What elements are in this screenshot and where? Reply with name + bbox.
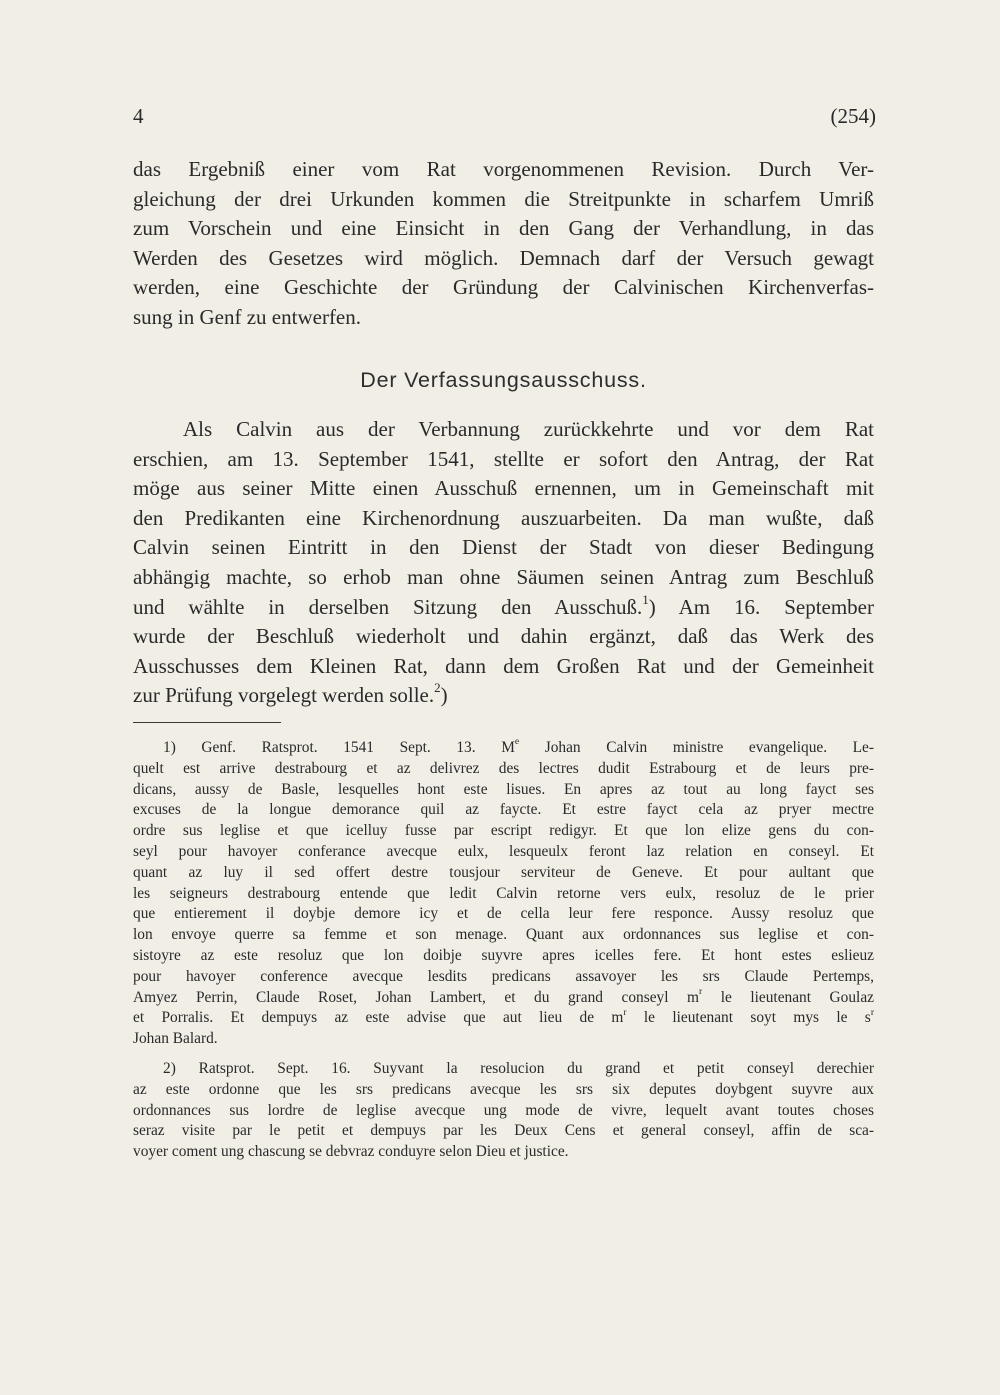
text-line: sistoyre az este resoluz que lon doibje suyvre apres icelles fere. Et hont estes eslieuz [133,946,874,964]
text-line [133,1008,874,1029]
text-line: Werden des Gesetzes wird möglich. Demnach darf der Versuch gewagt [133,245,874,270]
text-segment: Amyez Perrin, Claude Roset, Johan Lambert, et du grand conseyl m [133,988,700,1006]
text-line: möge aus seiner Mitte einen Ausschuß ernennen, um in Gemeinschaft mit [133,476,874,501]
text-line: az este ordonne que les srs predicans avecque les srs six deputes doybgent suyvre aux [133,1080,874,1098]
footnote-ref-close: ) [648,594,656,619]
text-segment: und wählte in derselben Sitzung den Ausschuß. [133,594,643,619]
text-segment: 1) Genf. Ratsprot. 1541 Sept. 13. M [163,739,515,756]
text-line [133,988,874,1009]
footnote-1 [133,738,874,1050]
superscript: r [699,987,703,998]
text-line: excuses de la longue demorance quil az faycte. Et estre fayct cela az pryer mectre [133,801,874,819]
text-line [133,1059,874,1080]
text-line: seraz visite par le petit et dempuys par les Deux Cens et general conseyl, affin de sca- [133,1122,874,1140]
text-line: werden, eine Geschichte der Gründung der Calvinischen Kirchenverfas- [133,275,874,300]
text-line: sung in Genf zu entwerfen. [133,304,362,329]
text-line: ordonnances sus lordre de leglise avecque ung mode de vivre, lequelt avant toutes choses [133,1101,874,1119]
text-line: Johan Balard. [133,1030,218,1048]
text-line [133,681,874,711]
section-heading: Der Verfassungsausschuss. [360,368,647,392]
text-segment: Am 16. September [678,594,874,619]
footnote-2 [133,1059,874,1163]
text-segment: le lieutenant soyt mys le s [626,1009,871,1027]
page-header [133,104,876,134]
text-line: wurde der Beschluß wiederholt und dahin ergänzt, daß das Werk des [133,624,874,649]
text-segment: Johan Calvin ministre evangelique. Le- [519,739,874,756]
text-line: Calvin seinen Eintritt in den Dienst der Stadt von dieser Bedingung [133,535,874,560]
text-line [133,738,874,759]
text-segment: zur Prüfung vorgelegt werden solle. [133,683,435,708]
text-line: que entierement il doybje demore icy et de cella leur fere responce. Aussy resoluz que [133,905,874,923]
section-number: (254) [830,104,876,128]
text-line: lon envoye querre sa femme et son menage. Quant aux ordonnances sus leglise et con- [133,926,874,944]
text-line: quant az luy il sed offert destre tousjour serviteur de Geneve. Et pour aultant que [133,863,874,881]
text-segment: le lieutenant Goulaz [702,988,874,1006]
text-line: ordre sus leglise et que icelluy fusse par escript redigyr. Et que lon elize gens du con- [133,822,874,840]
text-line: pour havoyer conference avecque lesdits predicans assavoyer les srs Claude Pertemps, [133,967,874,985]
page-number: 4 [133,104,144,128]
text-line: quelt est arrive destrabourg et az delivrez des lectres dudit Estrabourg et de leurs pre- [133,759,874,777]
text-line: voyer coment ung chascung se debvraz conduyre selon Dieu et justice. [133,1143,569,1161]
text-line: zum Vorschein und eine Einsicht in den Gang der Verhandlung, in das [133,216,874,241]
superscript: e [514,738,520,748]
text-segment: 2) Ratsprot. Sept. 16. Suyvant la resolucion du grand et petit conseyl derechier [163,1060,874,1077]
text-line: erschien, am 13. September 1541, stellte er sofort den Antrag, der Rat [133,446,874,471]
text-segment: et Porralis. Et dempuys az este advise que aut lieu de m [133,1009,624,1027]
footnote-ref-1[interactable]: 1 [642,592,649,607]
text-line: les seigneurs destrabourg entende que ledit Calvin retorne vers eulx, resoluz de le prier [133,884,874,902]
text-line: das Ergebniß einer vom Rat vorgenommenen Revision. Durch Ver- [133,157,874,181]
paragraph-intro [133,155,874,333]
footnote-divider [133,722,281,723]
paragraph-main [133,415,874,711]
text-line [133,415,874,445]
text-line: abhängig machte, so erhob man ohne Säumen seinen Antrag zum Beschluß [133,564,874,589]
text-line: dicans, aussy de Basle, lesquelles hont este lisues. En apres az tout au long fayct ses [133,780,874,798]
text-line: den Predikanten eine Kirchenordnung auszuarbeiten. Da man wußte, daß [133,505,874,530]
text-line [133,593,874,623]
superscript: r [623,1008,627,1018]
text-line: seyl pour havoyer conferance avecque eulx, lesqueulx feront laz relation en conseyl. Et [133,842,874,860]
footnote-ref-2[interactable]: 2 [434,681,441,696]
footnote-ref-close: ) [440,683,448,708]
text-line: Ausschusses dem Kleinen Rat, dann dem Großen Rat und der Gemeinheit [133,653,874,678]
text-segment: Als Calvin aus der Verbannung zurückkehrte und vor dem Rat [183,417,874,441]
superscript: r [870,1008,874,1018]
text-line: gleichung der drei Urkunden kommen die Streitpunkte in scharfem Umriß [133,186,874,211]
